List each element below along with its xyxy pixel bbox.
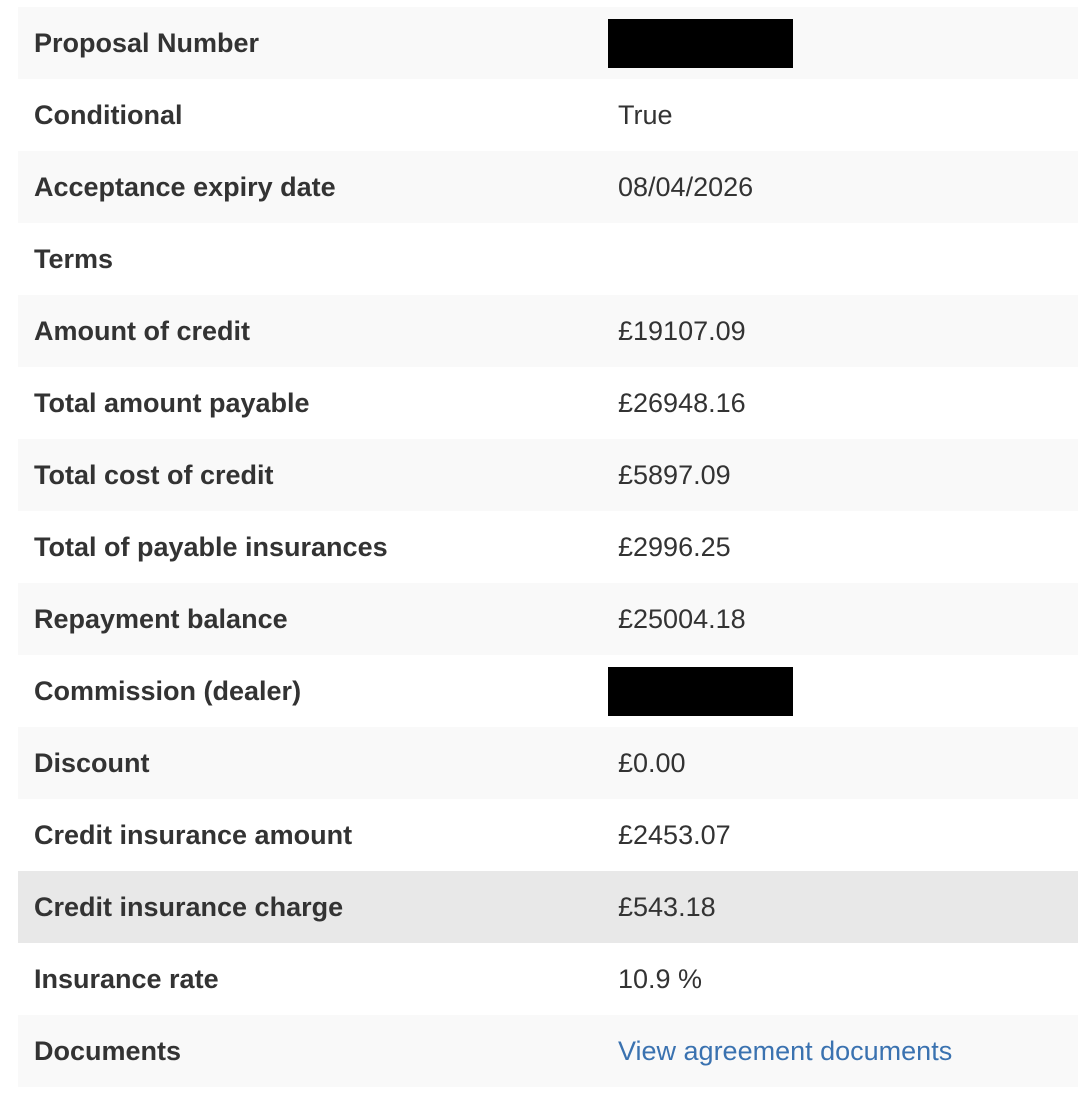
row-terms — [18, 223, 1078, 295]
row-insurance-rate — [18, 943, 1078, 1015]
row-value: £2996.25 — [618, 532, 731, 562]
row-label: Total amount payable — [34, 388, 310, 418]
row-value: £543.18 — [618, 892, 716, 922]
row-label: Documents — [34, 1036, 182, 1066]
row-label: Proposal Number — [34, 28, 260, 58]
row-label: Total cost of credit — [34, 460, 274, 490]
row-label: Terms — [34, 244, 114, 274]
proposal-details-table — [18, 7, 1078, 1087]
row-repayment-balance — [18, 583, 1078, 655]
row-label: Amount of credit — [34, 316, 250, 346]
row-value: 08/04/2026 — [618, 172, 754, 202]
row-documents — [18, 1015, 1078, 1087]
row-label: Credit insurance amount — [34, 820, 353, 850]
row-label: Total of payable insurances — [34, 532, 388, 562]
row-label: Credit insurance charge — [34, 892, 344, 922]
row-label: Acceptance expiry date — [34, 172, 336, 202]
row-commission-dealer — [18, 655, 1078, 727]
row-label: Repayment balance — [34, 604, 288, 634]
row-value — [602, 1015, 1078, 1087]
row-value — [602, 223, 1078, 295]
row-value — [602, 7, 1078, 79]
row-label: Discount — [34, 748, 150, 778]
row-discount — [18, 727, 1078, 799]
row-value: True — [618, 100, 673, 130]
row-total-of-payable-insurances — [18, 511, 1078, 583]
redaction-box — [608, 19, 793, 68]
row-value: £25004.18 — [618, 604, 746, 634]
row-credit-insurance-charge — [18, 871, 1078, 943]
row-acceptance-expiry-date — [18, 151, 1078, 223]
row-total-amount-payable — [18, 367, 1078, 439]
row-conditional — [18, 79, 1078, 151]
view-agreement-documents-link[interactable]: View agreement documents — [618, 1036, 953, 1066]
row-proposal-number — [18, 7, 1078, 79]
row-value: £2453.07 — [618, 820, 731, 850]
row-label: Insurance rate — [34, 964, 219, 994]
row-value: £26948.16 — [618, 388, 746, 418]
row-label: Commission (dealer) — [34, 676, 302, 706]
row-label: Conditional — [34, 100, 183, 130]
redaction-box — [608, 667, 793, 716]
row-value: £19107.09 — [618, 316, 746, 346]
row-value: 10.9 % — [618, 964, 703, 994]
row-total-cost-of-credit — [18, 439, 1078, 511]
row-value — [602, 655, 1078, 727]
row-amount-of-credit — [18, 295, 1078, 367]
row-value: £0.00 — [618, 748, 686, 778]
row-value: £5897.09 — [618, 460, 731, 490]
row-credit-insurance-amount — [18, 799, 1078, 871]
